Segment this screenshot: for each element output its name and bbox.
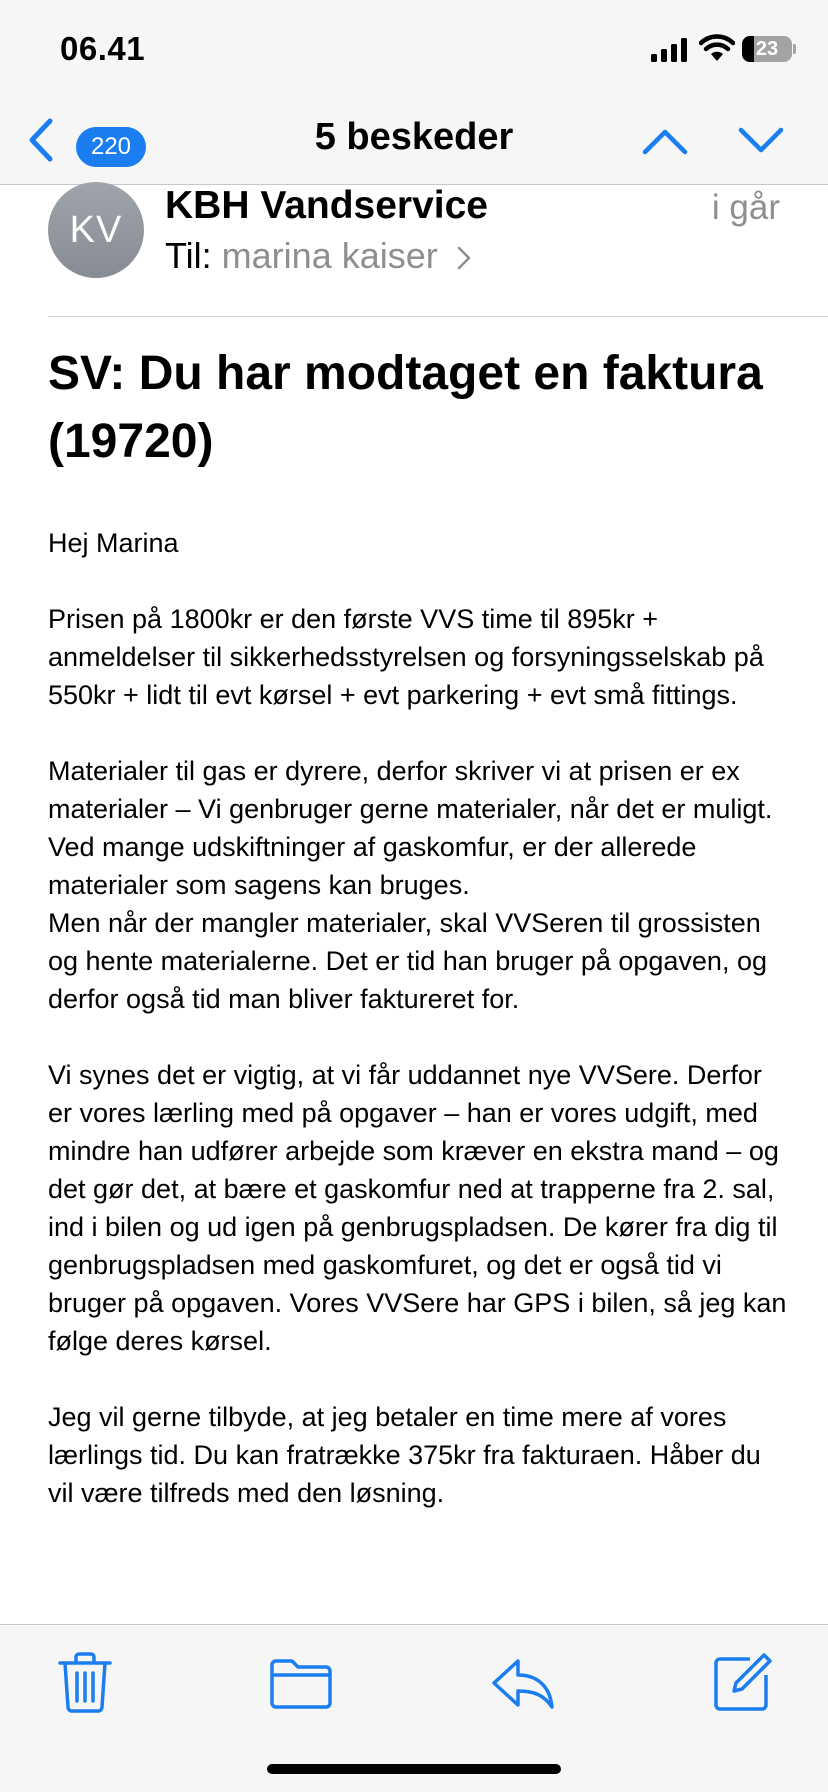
chevron-right-icon: [456, 246, 472, 270]
nav-bar: [0, 100, 828, 185]
compose-icon[interactable]: [706, 1647, 776, 1717]
folder-icon[interactable]: [266, 1647, 336, 1717]
body-paragraph: Hej Marina: [48, 528, 179, 558]
sender-name[interactable]: KBH Vandservice: [165, 184, 488, 227]
status-time: 06.41: [60, 30, 146, 67]
battery-cap: [793, 44, 796, 54]
status-bar: [0, 0, 828, 100]
unread-count-badge: 220: [76, 127, 146, 167]
signal-icon: [651, 38, 689, 62]
body-paragraph: Materialer til gas er dyrere, derfor skriver vi at prisen er ex materialer – Vi genbruger gerne materialer, når det er muligt. Ved mange udskiftninger af gaskomfur, er der allerede materialer som sagens kan bruges. Men når der mangler materialer, skal VVSeren til grossisten og hente materialerne. Det er tid han bruger på opgaven, og derfor også tid man bliver faktureret for.: [48, 756, 773, 1014]
chevron-left-icon: [26, 118, 56, 162]
body-paragraph: Vi synes det er vigtig, at vi får uddannet nye VVSere. Derfor er vores lærling med på opgaver – han er vores udgift, med mindre han udfører arbejde som kræver en ekstra mand – og det gør det, at bære et gaskomfur ned at trapperne fra 2. sal, ind i bilen og ud igen på genbrugspladsen. De kører fra dig til genbrugspladsen med gaskomfuret, og det er også tid vi bruger på opgaven. Vores VVSere har GPS i bilen, så jeg kan følge deres kørsel.: [48, 1060, 787, 1356]
battery-level: 23: [755, 38, 779, 60]
reply-icon[interactable]: [488, 1647, 558, 1717]
avatar[interactable]: KV: [48, 182, 144, 278]
chevron-down-icon[interactable]: [736, 120, 786, 160]
page-title: 5 beskeder: [314, 116, 514, 158]
home-indicator[interactable]: [267, 1764, 561, 1774]
trash-icon[interactable]: [50, 1647, 120, 1717]
recipient-name: marina kaiser: [221, 235, 438, 276]
header-divider: [48, 316, 828, 317]
message-date: i går: [711, 188, 780, 227]
wifi-icon: [699, 34, 735, 62]
message-subject: SV: Du har modtaget en faktura (19720): [48, 347, 763, 468]
back-button[interactable]: [20, 108, 150, 168]
message-body: [48, 524, 788, 1550]
chevron-up-icon[interactable]: [640, 120, 690, 160]
recipient-row[interactable]: [165, 235, 472, 277]
body-paragraph: Jeg vil gerne tilbyde, at jeg betaler en time mere af vores lærlings tid. Du kan fratrække 375kr fra fakturaen. Håber du vil være tilfreds med den løsning.: [48, 1402, 761, 1508]
to-label: Til:: [165, 235, 212, 276]
body-paragraph: Prisen på 1800kr er den første VVS time til 895kr + anmeldelser til sikkerhedsstyrelsen og forsyningsselskab på 550kr + lidt til evt kørsel + evt parkering + evt små fittings.: [48, 604, 764, 710]
battery-icon: [742, 36, 792, 62]
